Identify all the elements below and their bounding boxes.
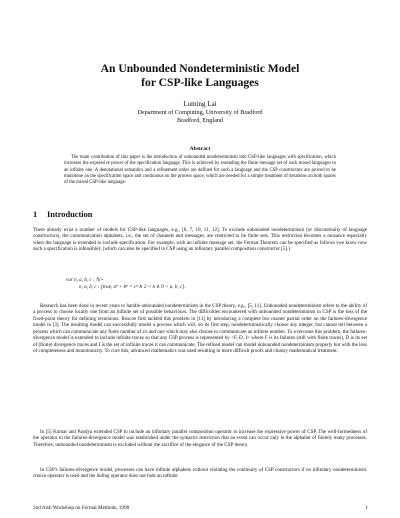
abstract-heading: Abstract (189, 146, 211, 152)
math-line-2: n, a, b, c : [true, aⁿ + bⁿ = cⁿ ∧ 2 < n ∧ 0 < a, b, c]. (79, 283, 186, 290)
paragraph-2: Research has been done in recent years to handle unbounded nondeterminism in the CSP theory, e.g., [5, 11]. Unbounded nondeterminism refers to the ability of a process to choose locally one from an infinite set of possible behaviours. The difficulties encountered with unbounded nondeterminism in CSP is the loss of the fixed-point theory for defining recursions. Roscoe first tackled this problem in [11] by introducing a complete but coarser partial order on the failures-divergence model in [3]. The resulting model can successfully model a process which will, on its first step, nondeterministically choose any integer, but cannot tell between a process which can communicate any finite number of a's and one which may also choose to communicate an infinite number. To overcome this problem, the failures-divergence model is extended to include infinite traces so that any CSP process is represented by <F, D, I> where F is its failures (still with finite traces), D is its set of (finite) divergence traces and I is the set of infinite traces it can communicate. The refined model can model unbounded nondeterminism properly but with the loss of completeness and monotonicity. To cure this, advanced mathematics was used resulting in more difficult proofs and clumsy mathematical treatment. (33, 303, 367, 355)
math-line-1: var n, a, b, c : ℕ • (66, 277, 103, 283)
section-heading (33, 210, 92, 219)
author-name: Luming Lai (183, 100, 217, 108)
title-line-2: for CSP-like Languages (141, 76, 259, 89)
paper-title (0, 62, 400, 90)
page-number: 1 (365, 505, 368, 511)
paragraph-1: There already exist a number of models for CSP-like languages, e.g., [6, 7, 10, 11, 12]. To exclude unbounded nondeterminism (or discontinuity of language constructors), the communication alphabets, i.e., the set of channels and messages, are restricted to be finite sets. This restriction becomes a nuisance especially when the language is extended to include specification. For example, with an infinite message set, the Fermat Theorem can be specified as follows (we know now such a specification is infeasible): (which can also be specified in CSP using an infinitary parallel composition constructor [5].) (33, 227, 367, 253)
abstract-text: The main contribution of this paper is the introduction of unbounded nondeterminism into CSP-like languages with specification, which increases the expressive power of the specification language. This is achieved by extending the finite message set of such mixed languages to an infinite one. A denotational semantics and a refinement order are defined for such a language and the CSP constructors are proved to be monotone on the specification space and continuous on the process space, which are needed for a simple treatment of iterations on both spaces of the mixed CSP-like language. (64, 155, 336, 186)
author-location: Bradford, England (176, 117, 224, 125)
fermat-specification (66, 277, 186, 290)
author-block (0, 100, 400, 126)
section-number: 1 (33, 210, 38, 219)
title-line-1: An Unbounded Nondeterministic Model (100, 62, 300, 75)
paragraph-3: In [5] Kumar and Pandya extended CSP to include an infinitary parallel composition operator to increase the expressive power of CSP. The well-formedness of the operator in the failures-divergence model was established under the syntactic restriction that an event can occur only in the alphabet of finitely many processes. Therefore, unbounded nondeterminism is excluded without the sacrifice of the elegance of the CSP theory. (33, 429, 367, 448)
section-title: Introduction (47, 210, 93, 219)
paragraph-4: In CSP's failures-divergence model, processes can have infinite alphabets without violating the continuity of CSP constructors if no infinitary nondeterministic choice operator is used and the hiding operator does not hide an infinite (33, 467, 367, 480)
footer-venue: 2nd Irish Workshop on Formal Methods, 1998 (33, 505, 130, 511)
author-affiliation: Department of Computing, University of Bradford (137, 109, 263, 117)
